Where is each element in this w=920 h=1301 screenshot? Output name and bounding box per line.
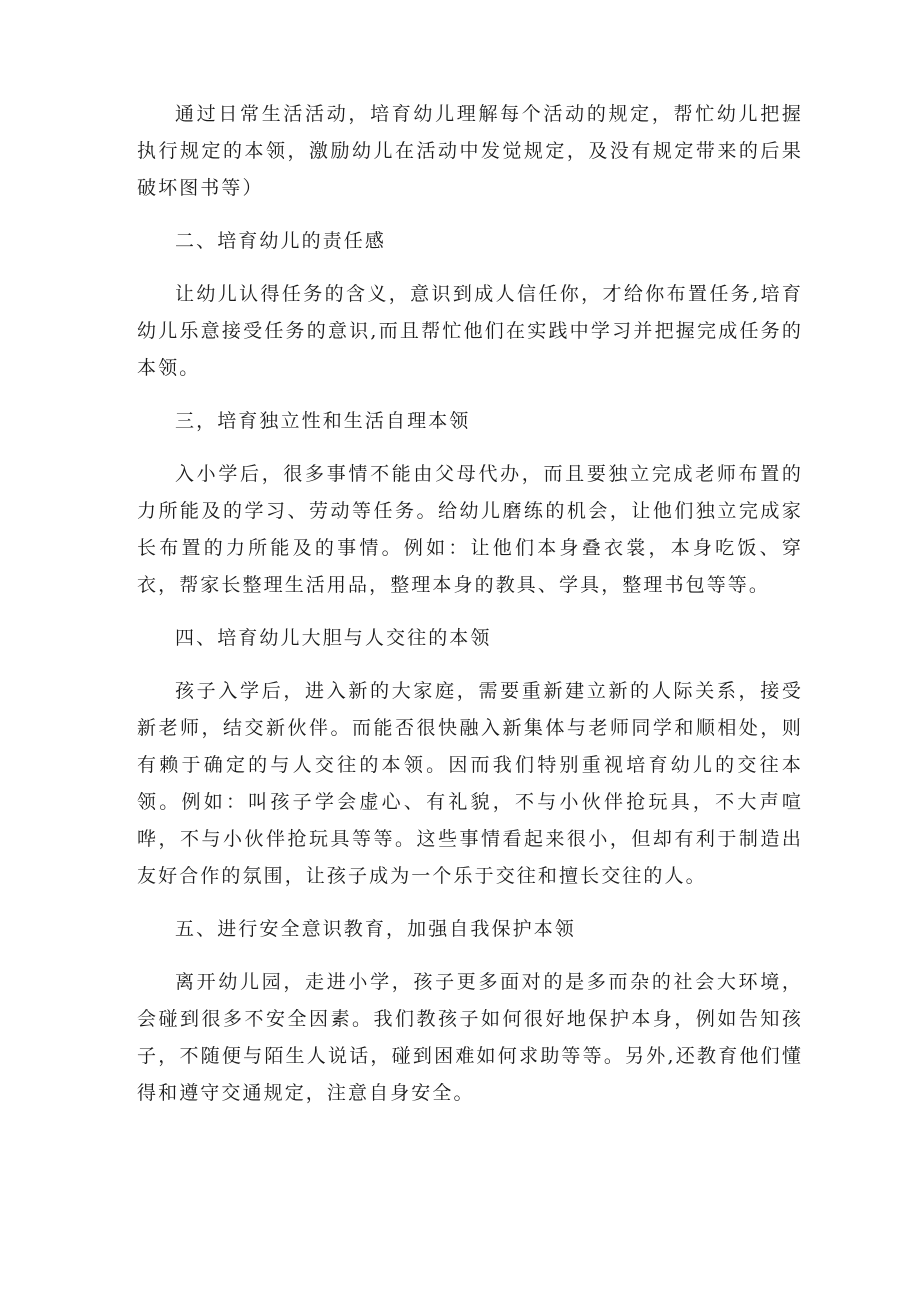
document-body bbox=[137, 96, 803, 1128]
paragraph-responsibility: 让幼儿认得任务的含义，意识到成人信任你，才给你布置任务,培育幼儿乐意接受任务的意识,而且帮忙他们在实践中学习并把握完成任务的本领。 bbox=[137, 283, 803, 379]
paragraph-independence: 入小学后，很多事情不能由父母代办，而且要独立完成老师布置的力所能及的学习、劳动等任务。给幼儿磨练的机会，让他们独立完成家长布置的力所能及的事情。例如：让他们本身叠衣裳，本身吃饭、穿衣，帮家长整理生活用品，整理本身的教具、学具，整理书包等等。 bbox=[137, 463, 803, 596]
section-heading-social-skills: 四、培育幼儿大胆与人交往的本领 bbox=[175, 627, 492, 649]
section-heading-independence: 三，培育独立性和生活自理本领 bbox=[175, 410, 471, 432]
paragraph-social-skills: 孩子入学后，进入新的大家庭，需要重新建立新的人际关系，接受新老师，结交新伙伴。而能否很快融入新集体与老师同学和顺相处，则有赖于确定的与人交往的本领。因而我们特别重视培育幼儿的交往本领。例如：叫孩子学会虚心、有礼貌，不与小伙伴抢玩具，不大声喧哗，不与小伙伴抢玩具等等。这些事情看起来很小，但却有利于制造出友好合作的氛围，让孩子成为一个乐于交往和擅长交往的人。 bbox=[137, 680, 803, 887]
section-heading-responsibility: 二、培育幼儿的责任感 bbox=[175, 230, 387, 252]
section-heading-safety: 五、进行安全意识教育，加强自我保护本领 bbox=[175, 918, 576, 940]
paragraph-rules: 通过日常生活活动，培育幼儿理解每个活动的规定，帮忙幼儿把握执行规定的本领，激励幼儿在活动中发觉规定，及没有规定带来的后果破坏图书等） bbox=[137, 103, 803, 199]
paragraph-safety: 离开幼儿园，走进小学，孩子更多面对的是多而杂的社会大环境，会碰到很多不安全因素。我们教孩子如何很好地保护本身，例如告知孩子，不随便与陌生人说话，碰到困难如何求助等等。另外,还教育他们懂得和遵守交通规定，注意自身安全。 bbox=[137, 971, 803, 1104]
